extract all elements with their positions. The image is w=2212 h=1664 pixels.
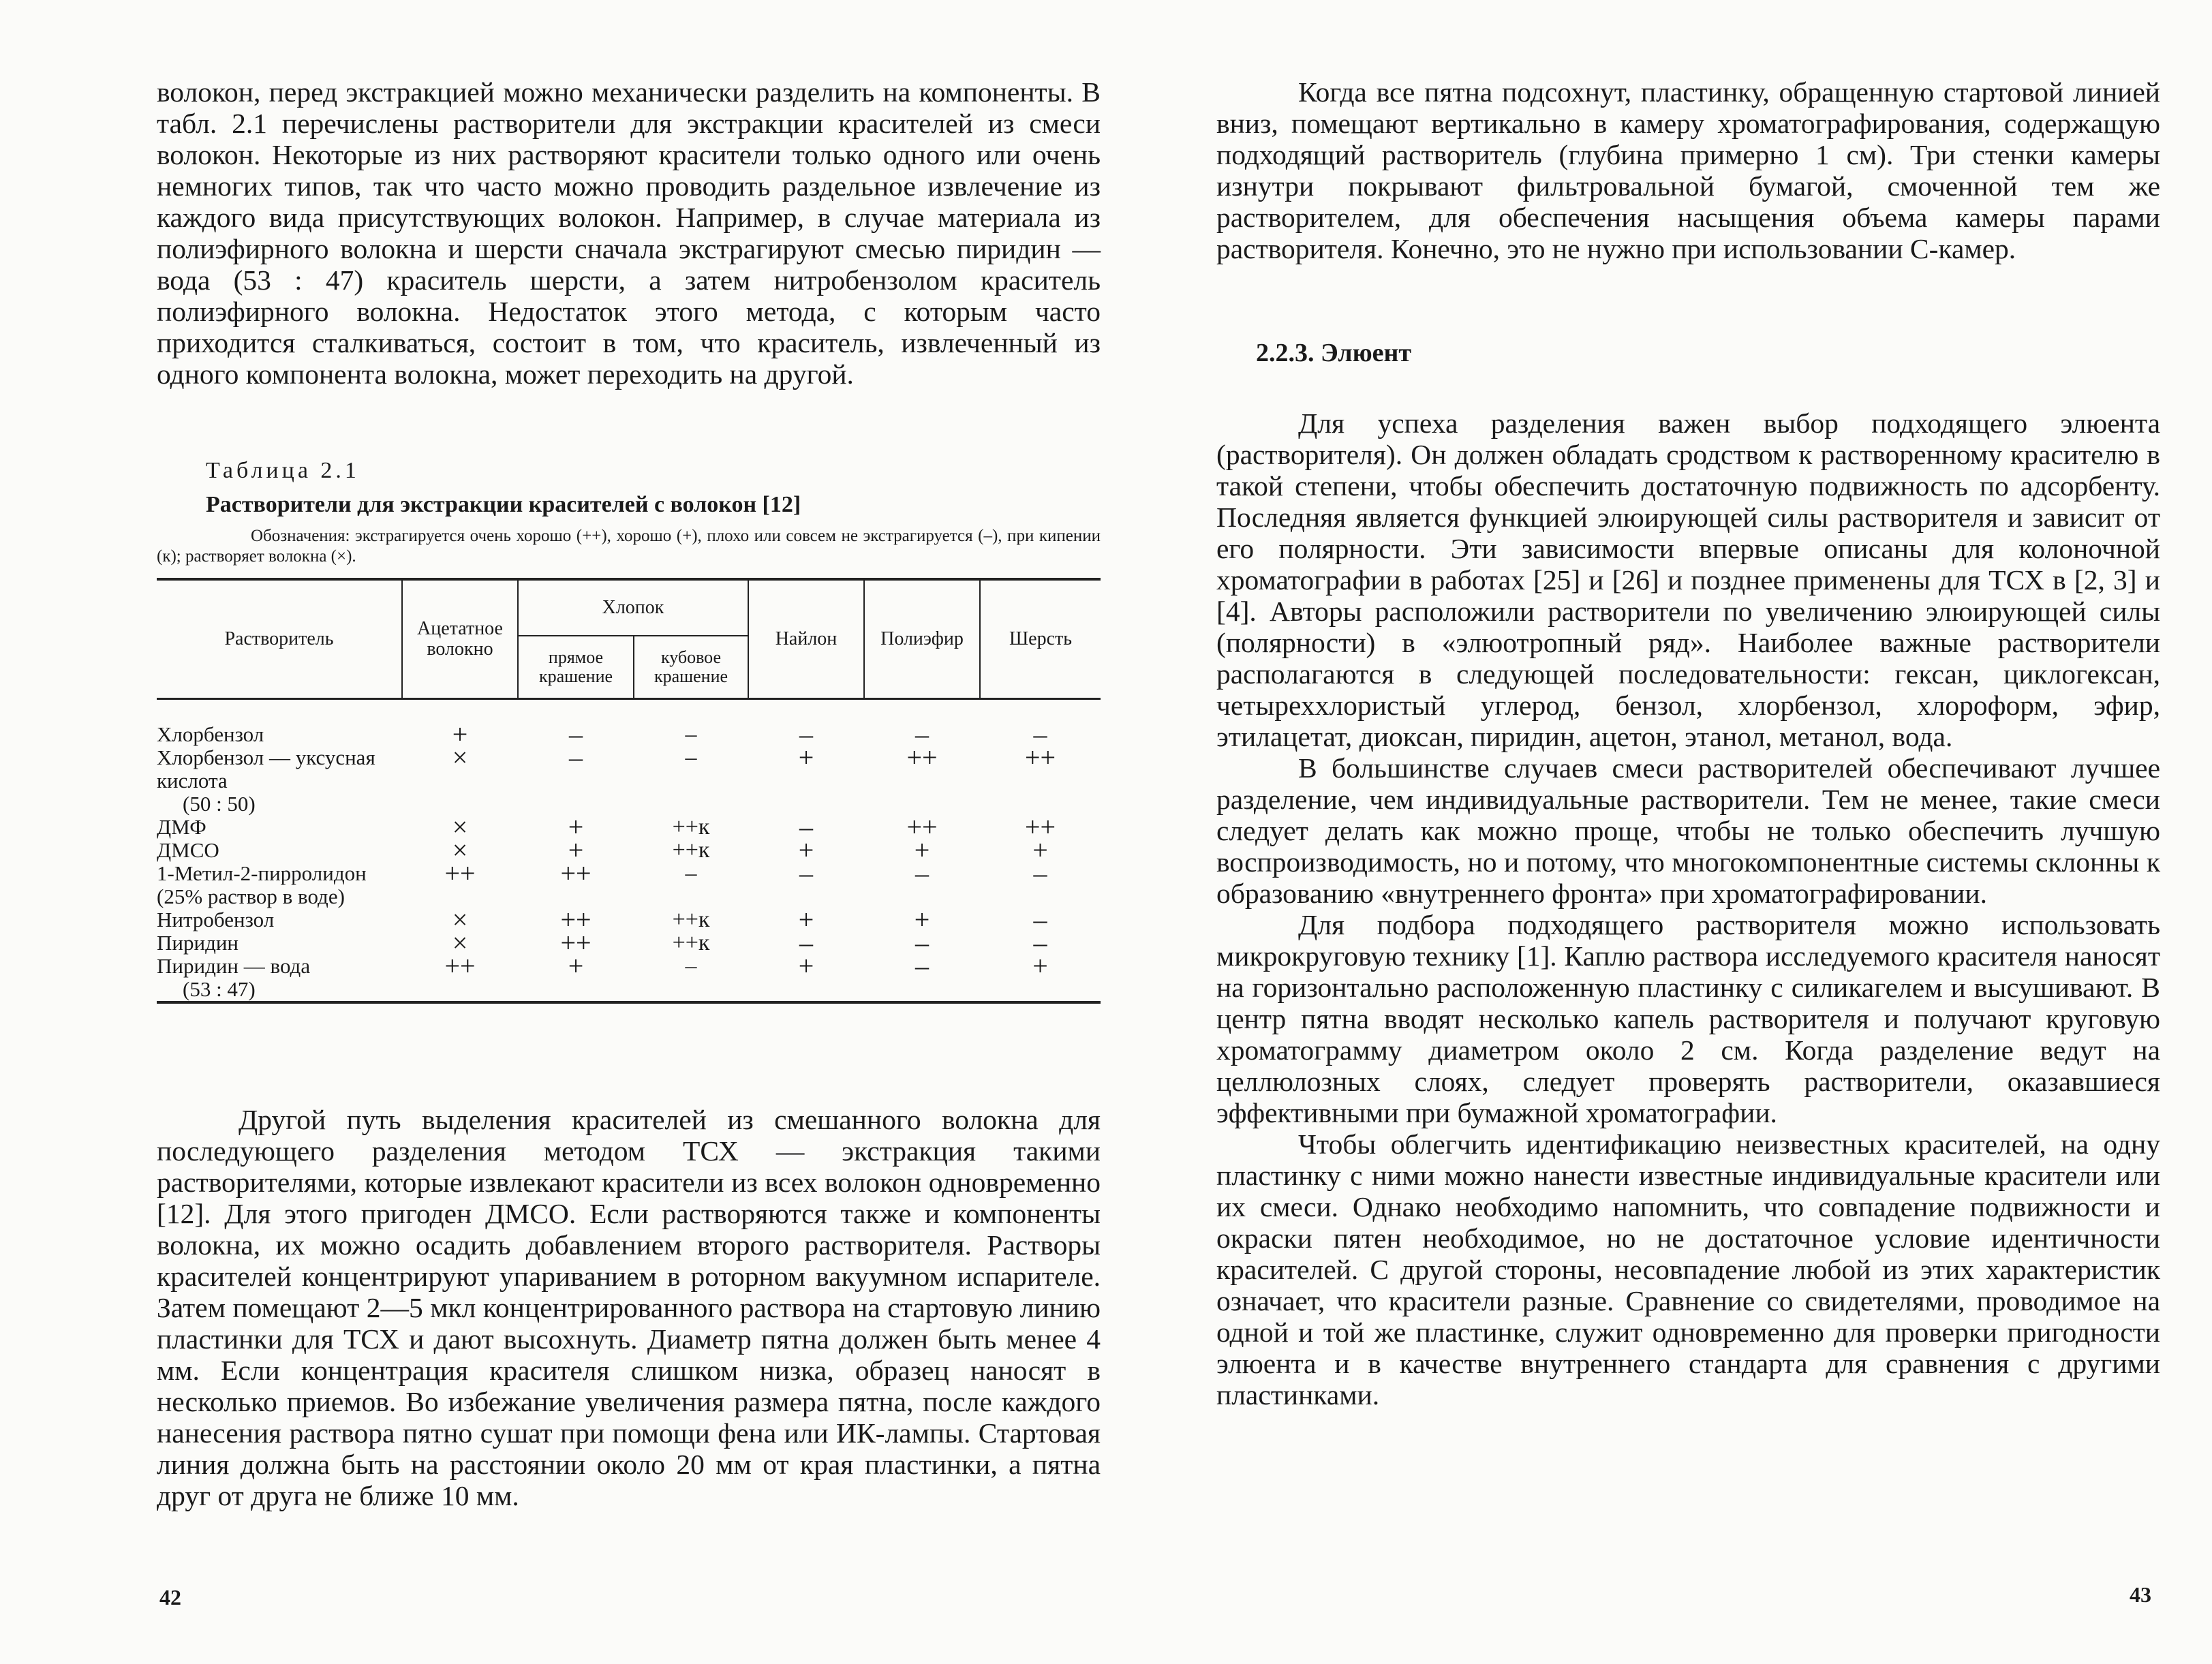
cell-wool: + — [1032, 951, 1048, 981]
row-solvent-name: Хлорбензол — уксусная кислота — [157, 745, 375, 792]
cell-acetate: × — [452, 812, 468, 842]
cell-direct: – — [569, 742, 583, 773]
header-solvent: Растворитель — [157, 579, 402, 699]
table-label: Таблица 2.1 — [206, 458, 360, 483]
cell-acetate: × — [452, 927, 468, 958]
cell-nylon: + — [798, 904, 814, 935]
cell-acetate: × — [452, 904, 468, 935]
cell-nylon: – — [799, 858, 813, 889]
right-page — [1216, 0, 2160, 1664]
cell-vat: ++к — [672, 907, 710, 932]
cell-nylon: + — [798, 835, 814, 865]
cell-wool: – — [1033, 858, 1047, 889]
table-body — [157, 699, 1101, 1003]
row-solvent-ratio: (53 : 47) — [183, 977, 256, 1001]
cell-nylon: – — [799, 927, 813, 958]
row-solvent-ratio: (50 : 50) — [183, 792, 256, 816]
cell-vat: – — [685, 745, 697, 770]
page-number-right: 43 — [2130, 1582, 2151, 1607]
right-paragraph-2: Для успеха разделения важен выбор подходящего элюента (растворителя). Он должен обладать сродством к растворенному красителю в такой степени, чтобы обеспечить достаточную подвижность по адсорбенту. Последняя является функцией элюирующей силы растворителя и зависит от его полярности. Эти зависимости впервые описаны для колоночной хроматографии в работах [25] и [26] и позднее применены для ТСХ в [2, 3] и [4]. Авторы расположили растворители по увеличению элюирующей силы (полярности) в «элюотропный ряд». Наиболее важные растворители располагаются в следующей последовательности: гексан, циклогексан, четыреххлористый углерод, бензол, хлорбензол, хлороформ, эфир, этилацетат, диоксан, пиридин, ацетон, этанол, метанол, вода. — [1216, 407, 2160, 752]
cell-acetate: × — [452, 742, 468, 773]
table-row — [157, 816, 1101, 839]
cell-wool: ++ — [1024, 742, 1056, 773]
right-paragraph-3: В большинстве случаев смеси растворителей обеспечивают лучшее разделение, чем индивидуальные растворители. Тем не менее, такие смеси следует делать как можно проще, чтобы не только обеспечить лучшую воспроизводимость, но и потому, что многокомпонентные системы склонны к образованию «внутреннего фронта» при хроматографировании. — [1216, 752, 2160, 909]
table-row — [157, 931, 1101, 955]
right-paragraph-5: Чтобы облегчить идентификацию неизвестных красителей, на одну пластинку с ними можно нанести известные индивидуальные красители или их смеси. Однако необходимо напомнить, что совпадение подвижности и окраски пятен необходимое, но не достаточное условие идентичности красителей. С другой стороны, несовпадение любой из этих характеристик означает, что красители разные. Сравнение со свидетелями, проводимое на одной и той же пластинке, служит одновременно для проверки пригодности элюента и в качестве внутреннего стандарта для сравнения с другими пластинками. — [1216, 1128, 2160, 1411]
cell-direct: ++ — [560, 927, 592, 958]
cell-wool: ++ — [1024, 812, 1056, 842]
cell-nylon: – — [799, 719, 813, 750]
cell-polyester: – — [915, 927, 929, 958]
section-heading: 2.2.3. Элюент — [1256, 339, 1412, 367]
cell-wool: – — [1033, 927, 1047, 958]
cell-vat: ++к — [672, 814, 710, 839]
cell-vat: – — [685, 722, 697, 747]
table-row — [157, 839, 1101, 862]
table-row — [157, 955, 1101, 1002]
cell-polyester: ++ — [906, 742, 938, 773]
header-wool: Шерсть — [980, 579, 1101, 699]
row-solvent-name: Нитробензол — [157, 908, 275, 931]
table-title: Растворители для экстракции красителей с волокон [12] — [206, 492, 801, 517]
table-row — [157, 862, 1101, 908]
cell-direct: + — [568, 812, 584, 842]
cell-direct: – — [569, 719, 583, 750]
header-polyester: Полиэфир — [864, 579, 980, 699]
table-row — [157, 699, 1101, 747]
table-row — [157, 908, 1101, 931]
row-solvent-name: ДМФ — [157, 815, 206, 839]
header-cotton: Хлопок — [518, 579, 748, 636]
cell-nylon: + — [798, 742, 814, 773]
left-page — [157, 0, 1101, 1664]
row-solvent-name: ДМСО — [157, 838, 219, 862]
cell-vat: – — [685, 861, 697, 886]
cell-vat: – — [685, 953, 697, 979]
header-nylon: Найлон — [748, 579, 864, 699]
row-solvent-name: Пиридин — вода — [157, 954, 311, 978]
header-acetate: Ацетатное волокно — [402, 579, 518, 699]
right-paragraph-4: Для подбора подходящего растворителя можно использовать микрокруговую технику [1]. Каплю раствора исследуемого красителя наносят на горизонтально расположенную пластинку с силикагелем и высушивают. В центр пятна вводят несколько капель растворителя и получают круговую хроматограмму диаметром около 2 см. Когда разделение ведут на целлюлозных слоях, следует проверять растворители, оказавшиеся эффективными при бумажной хроматографии. — [1216, 909, 2160, 1128]
row-solvent-name: Пиридин — [157, 931, 239, 955]
cell-nylon: + — [798, 951, 814, 981]
left-paragraph-top: волокон, перед экстракцией можно механически разделить на компоненты. В табл. 2.1 перечислены растворители для экстракции красителей из смеси волокон. Некоторые из них растворяют красители только одного или очень немногих типов, так что часто можно проводить раздельное извлечение из каждого вида присутствующих волокон. Например, в случае материала из полиэфирного волокна и шерсти сначала экстрагируют смесью пиридин — вода (53 : 47) краситель шерсти, а затем нитробензолом краситель полиэфирного волокна. Недостаток этого метода, с которым часто приходится сталкиваться, состоит в том, что краситель, извлеченный из одного компонента волокна, может переходить на другой. — [157, 76, 1101, 390]
cell-nylon: – — [799, 812, 813, 842]
cell-polyester: + — [914, 904, 930, 935]
cell-vat: ++к — [672, 930, 710, 955]
right-paragraph-1: Когда все пятна подсохнут, пластинку, обращенную стартовой линией вниз, помещают вертикально в камеру хроматографирования, содержащую подходящий растворитель (глубина примерно 1 см). Три стенки камеры изнутри покрывают фильтровальной бумагой, смоченной тем же растворителем, для обеспечения насыщения объема камеры парами растворителя. Конечно, это не нужно при использовании С-камер. — [1216, 76, 2160, 264]
table-notes: Обозначения: экстрагируется очень хорошо (++), хорошо (+), плохо или совсем не экстрагируется (–), при кипении (к); растворяет волокна (×). — [157, 527, 1101, 566]
cell-wool: – — [1033, 719, 1047, 750]
table-bottom-rule — [157, 1002, 1101, 1011]
cell-direct: ++ — [560, 858, 592, 889]
cell-polyester: + — [914, 835, 930, 865]
cell-polyester: – — [915, 858, 929, 889]
header-vat-dyeing: кубовое крашение — [634, 636, 748, 699]
cell-polyester: – — [915, 951, 929, 981]
cell-polyester: – — [915, 719, 929, 750]
cell-wool: – — [1033, 904, 1047, 935]
row-solvent-name: Хлорбензол — [157, 722, 264, 746]
left-paragraph-bottom: Другой путь выделения красителей из смешанного волокна для последующего разделения методом ТСХ — экстракция такими растворителями, которые извлекают красители из всех волокон одновременно [12]. Для этого пригоден ДМСО. Если растворяются также и компоненты волокна, их можно осадить добавлением второго растворителя. Растворы красителей концентрируют упариванием в роторном вакуумном испарителе. Затем помещают 2—5 мкл концентрированного раствора на стартовую линию пластинки для ТСХ и дают высохнуть. Диаметр пятна должен быть менее 4 мм. Если концентрация красителя слишком низка, образец наносят в несколько приемов. Во избежание увеличения размера пятна, после каждого нанесения раствора пятно сушат при помощи фена или ИК-лампы. Стартовая линия должна быть на расстоянии около 20 мм от края пластинки, а пятна друг от друга не ближе 10 мм. — [157, 1104, 1101, 1511]
cell-direct: + — [568, 951, 584, 981]
cell-acetate: ++ — [444, 951, 476, 981]
header-direct-dyeing: прямое крашение — [518, 636, 634, 699]
table-block — [157, 458, 1101, 1011]
cell-acetate: ++ — [444, 858, 476, 889]
cell-acetate: × — [452, 835, 468, 865]
cell-polyester: ++ — [906, 812, 938, 842]
solvent-table — [157, 578, 1101, 1011]
cell-direct: ++ — [560, 904, 592, 935]
row-solvent-name: 1-Метил-2-пирролидон (25% раствор в воде) — [157, 861, 367, 908]
cell-wool: + — [1032, 835, 1048, 865]
page-number-left: 42 — [159, 1585, 181, 1609]
cell-vat: ++к — [672, 837, 710, 863]
cell-acetate: + — [452, 719, 468, 750]
table-row — [157, 746, 1101, 816]
cell-direct: + — [568, 835, 584, 865]
